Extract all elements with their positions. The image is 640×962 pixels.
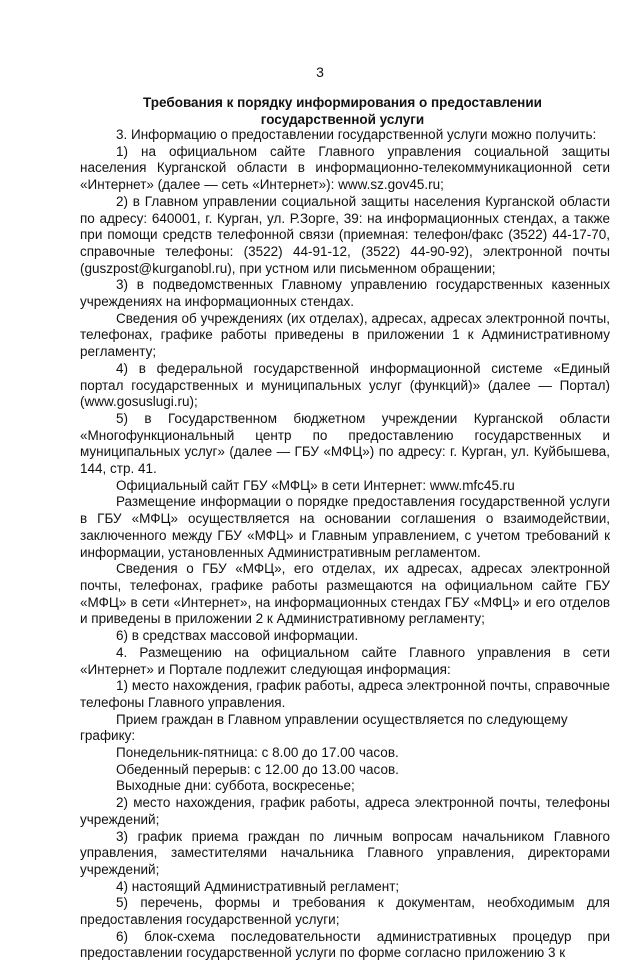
section-heading bbox=[60, 95, 625, 128]
paragraph-4: 3) в подведомственных Главному управлению государственных казенных учреждениях на информационных стендах. bbox=[80, 277, 610, 310]
paragraph-17: Выходные дни: суббота, воскресенье; bbox=[116, 778, 355, 794]
paragraph-16: Обеденный перерыв: с 12.00 до 13.00 часов. bbox=[116, 761, 399, 777]
paragraph-9: Размещение информации о порядке предоставления государственной услуги в ГБУ «МФЦ» осуществляется на основании соглашения о взаимодействии, заключенного между ГБУ «МФЦ» и Главным управлением, с учетом требований к информации, установленных Административным регламентом. bbox=[80, 494, 610, 560]
paragraph-13: 1) место нахождения, график работы, адреса электронной почты, справочные телефоны Главного управления. bbox=[80, 678, 610, 710]
paragraph-22: 6) блок-схема последовательности административных процедур при предоставлении государственной услуги по форме согласно приложению 3 к bbox=[80, 928, 610, 961]
paragraph-19: 3) график приема граждан по личным вопросам начальником Главного управления, заместителями начальника Главного управления, директорами учреждений; bbox=[80, 828, 610, 877]
paragraph-8: Официальный сайт ГБУ «МФЦ» в сети Интернет: www.mfc45.ru bbox=[116, 477, 515, 493]
section-heading-line-1: Требования к порядку информирования о предоставлении bbox=[143, 95, 542, 110]
paragraph-2: 1) на официальном сайте Главного управления социальной защиты населения Курганской области в информационно-телекоммуникационной сети «Интернет» (далее — сеть «Интернет»): www.sz.gov45.ru; bbox=[80, 143, 610, 193]
paragraph-11: 6) в средствах массовой информации. bbox=[116, 628, 359, 644]
paragraph-6: 4) в федеральной государственной информационной системе «Единый портал государственных и муниципальных услуг (функций)» (далее — Портал) (www.gosuslugi.ru); bbox=[80, 360, 610, 410]
body-text bbox=[80, 127, 610, 962]
section-heading-line-2: государственной услуги bbox=[260, 111, 425, 127]
page-number: 3 bbox=[316, 64, 324, 80]
paragraph-5: Сведения об учреждениях (их отделах), адресах, адресах электронной почты, телефонах, графике работы приведены в приложении 1 к Административному регламенту; bbox=[80, 310, 610, 360]
paragraph-15: Понедельник-пятница: с 8.00 до 17.00 часов. bbox=[116, 745, 399, 761]
paragraph-21: 5) перечень, формы и требования к документам, необходимым для предоставления государственной услуги; bbox=[80, 895, 610, 928]
paragraph-20: 4) настоящий Административный регламент; bbox=[116, 878, 400, 894]
paragraph-1: 3. Информацию о предоставлении государственной услуги можно получить: bbox=[116, 127, 597, 142]
paragraph-10: Сведения о ГБУ «МФЦ», его отделах, их адресах, адресах электронной почты, телефонах, графике работы размещаются на официальном сайте ГБУ «МФЦ» в сети «Интернет», на информационных стендах ГБУ «МФЦ» и его отделов и приведены в приложении 2 к Административному регламенту; bbox=[80, 561, 610, 627]
paragraph-18: 2) место нахождения, график работы, адреса электронной почты, телефоны учреждений; bbox=[80, 795, 610, 827]
paragraph-7: 5) в Государственном бюджетном учреждении Курганской области «Многофункциональный центр по предоставлению государственных и муниципальных услуг» (далее — ГБУ «МФЦ») по адресу: г. Курган, ул. Куйбышева, 144, стр. 41. bbox=[80, 410, 610, 477]
paragraph-3: 2) в Главном управлении социальной защиты населения Курганской области по адресу: 640001, г. Курган, ул. Р.Зорге, 39: на информационных стендах, а также при помощи средств телефонной связи (приемная: телефон/факс (3522) 44-17-70, справочные телефоны: (3522) 44-91-12, (3522) 44-90-92), электронной почты (guszpost@kurganobl.ru), при устном или письменном обращении; bbox=[80, 193, 610, 276]
paragraph-14: Прием граждан в Главном управлении осуществляется по следующему графику: bbox=[80, 711, 568, 744]
paragraph-12: 4. Размещению на официальном сайте Главного управления в сети «Интернет» и Портале подлежит следующая информация: bbox=[80, 644, 610, 677]
